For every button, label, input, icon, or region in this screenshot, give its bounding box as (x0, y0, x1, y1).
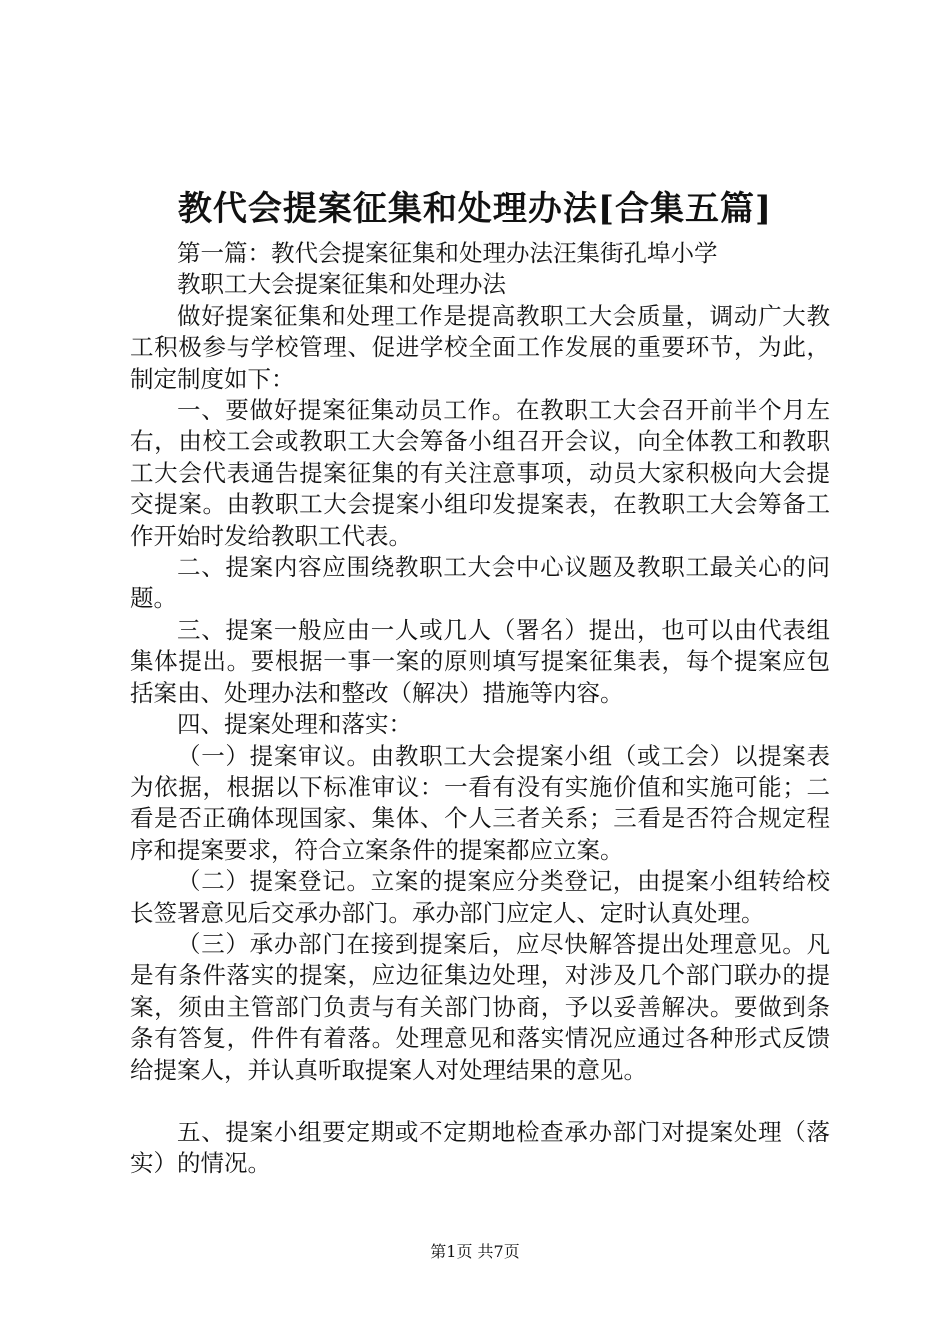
document-body (130, 238, 830, 1180)
paragraph-intro: 做好提案征集和处理工作是提高教职工大会质量，调动广大教工积极参与学校管理、促进学校全面工作发展的重要环节，为此，制定制度如下： (130, 301, 830, 393)
paragraph-subitem-3: （三）承办部门在接到提案后，应尽快解答提出处理意见。凡是有条件落实的提案，应边征集边处理，对涉及几个部门联办的提案，须由主管部门负责与有关部门协商，予以妥善解决。要做到条条有答复，件件有着落。处理意见和落实情况应通过各种形式反馈给提案人，并认真听取提案人对处理结果的意见。 (130, 929, 830, 1084)
paragraph-item-2: 二、提案内容应围绕教职工大会中心议题及教职工最关心的问题。 (130, 553, 830, 613)
paragraph-subitem-2: （二）提案登记。立案的提案应分类登记，由提案小组转给校长签署意见后交承办部门。承办部门应定人、定时认真处理。 (130, 867, 830, 927)
paragraph-item-5: 五、提案小组要定期或不定期地检查承办部门对提案处理（落实）的情况。 (130, 1117, 830, 1178)
paragraph-subitem-1: （一）提案审议。由教职工大会提案小组（或工会）以提案表为依据，根据以下标准审议：一看有没有实施价值和实施可能；二看是否正确体现国家、集体、个人三者关系；三看是否符合规定程序和提案要求，符合立案条件的提案都应立案。 (130, 741, 830, 864)
paragraph-item-3: 三、提案一般应由一人或几人（署名）提出，也可以由代表组集体提出。要根据一事一案的原则填写提案征集表，每个提案应包括案由、处理办法和整改（解决）措施等内容。 (130, 615, 830, 707)
page-footer: 第1页 共7页 (430, 1242, 520, 1261)
paragraph-item-1: 一、要做好提案征集动员工作。在教职工大会召开前半个月左右，由校工会或教职工大会筹备小组召开会议，向全体教工和教职工大会代表通告提案征集的有关注意事项，动员大家积极向大会提交提案。由教职工大会提案小组印发提案表，在教职工大会筹备工作开始时发给教职工代表。 (130, 396, 830, 550)
paragraph-item-4: 四、提案处理和落实： (177, 710, 412, 739)
subheading: 教职工大会提案征集和处理办法 (177, 270, 506, 299)
document-title: 教代会提案征集和处理办法[合集五篇] (177, 189, 773, 229)
section-heading: 第一篇：教代会提案征集和处理办法汪集街孔埠小学 (177, 239, 718, 267)
